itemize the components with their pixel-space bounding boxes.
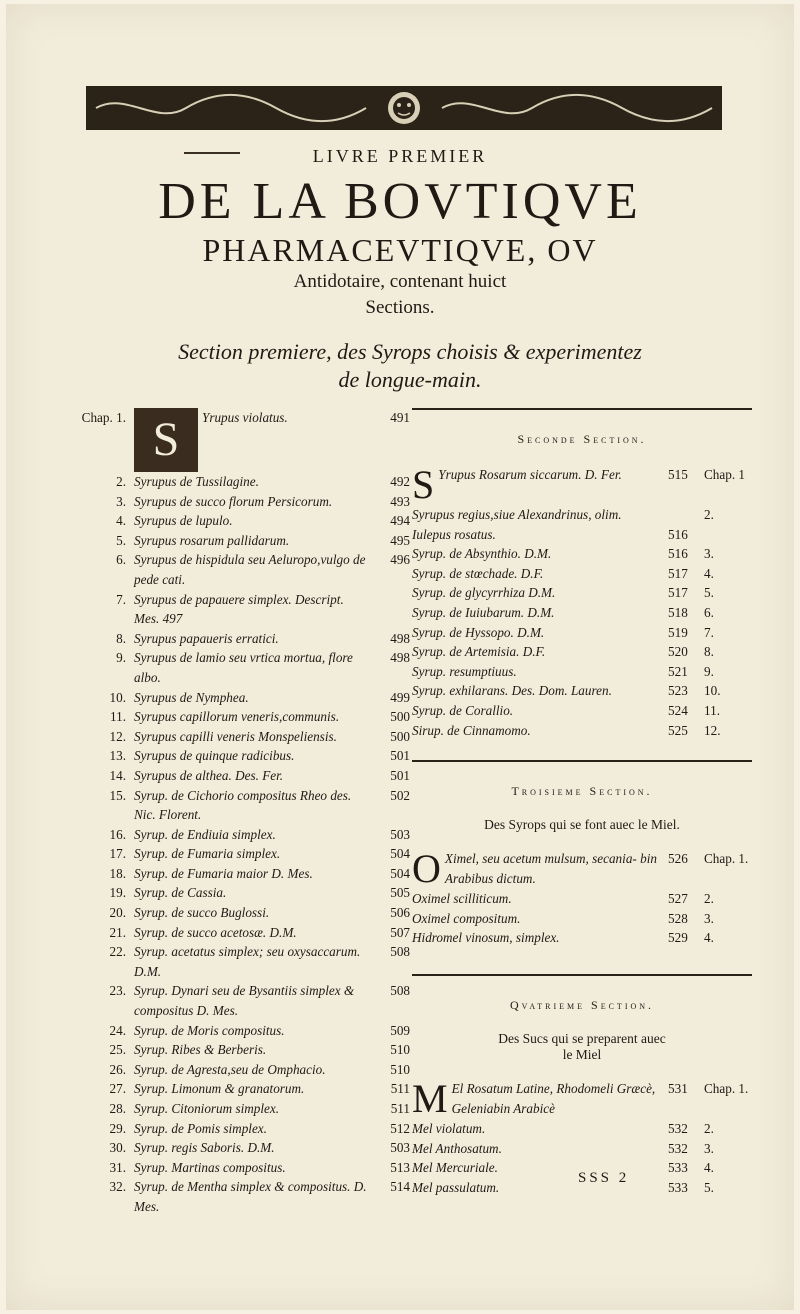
- entry-text: Syrup. de Fumaria simplex.: [134, 846, 281, 862]
- entry-text: Syrup. de Iuiubarum. D.M.: [412, 604, 555, 620]
- entry-text: Syrup. exhilarans. Des. Dom. Lauren.: [412, 683, 612, 699]
- section4-heading: Qvatrieme Section.: [509, 997, 655, 1012]
- entry-text: Sirup. de Cinnamomo.: [412, 722, 531, 738]
- entry-text: Syrup. de Endiuia simplex.: [134, 826, 276, 842]
- page-number: 508: [390, 983, 410, 999]
- chapter-number: 2.: [704, 507, 714, 522]
- entry-title: [134, 1119, 368, 1139]
- list-item: [412, 603, 752, 623]
- chapter-number: 14.: [109, 767, 126, 783]
- entry-title: [134, 1099, 368, 1119]
- entry-text: Mel violatum.: [412, 1120, 486, 1136]
- entry-title: [134, 786, 368, 825]
- page-number: 521: [668, 663, 688, 679]
- chapter-number: 24.: [109, 1022, 126, 1038]
- entry-title: [412, 889, 668, 909]
- entry-text: Syrup. Citoniorum simplex.: [134, 1101, 280, 1116]
- chapter-number: 10.: [704, 683, 721, 699]
- page-number: 501: [390, 767, 410, 783]
- entry-text: Syrup. de succo Buglossi.: [134, 905, 270, 921]
- section3-list: [412, 846, 752, 948]
- section2-list: [412, 462, 752, 740]
- chapter-number: 4.: [704, 930, 714, 946]
- entry-text: Yrupus violatus.: [202, 410, 288, 425]
- list-item: [412, 462, 752, 507]
- entry-text: Syrup. acetatus simplex; seu oxysaccarum. D.M.: [134, 944, 361, 979]
- entry-text: Syrupus de lupulo.: [134, 513, 233, 529]
- page-number: 516: [668, 526, 688, 542]
- entry-title: [134, 688, 368, 708]
- chapter-number: 3.: [704, 546, 714, 562]
- main-title-line3: Antidotaire, contenant huict: [293, 271, 507, 292]
- list-item: [70, 408, 410, 472]
- chapter-number: 27.: [109, 1081, 126, 1097]
- list-item: [70, 903, 410, 923]
- entry-title: [412, 701, 668, 721]
- entry-text: Syrup. de Cichorio compositus Rheo des. Nic. Florent.: [134, 787, 352, 823]
- section1-heading: [160, 338, 660, 394]
- entry-title: [134, 1079, 368, 1099]
- divider: [412, 408, 752, 410]
- chapter-number: 9.: [704, 663, 714, 679]
- page-number: 512: [390, 1120, 410, 1136]
- entry-title: [412, 462, 668, 507]
- page-number: 511: [390, 1081, 410, 1097]
- page-number: 493: [390, 493, 410, 509]
- chapter-number: 9.: [116, 650, 126, 666]
- entry-title: [134, 472, 368, 492]
- entry-title: [134, 766, 368, 786]
- entry-title: [134, 825, 368, 845]
- list-item: [412, 721, 752, 741]
- list-item: [412, 928, 752, 948]
- entry-title: [134, 531, 368, 551]
- entry-title: [134, 648, 368, 687]
- entry-text: Oximel scilliticum.: [412, 891, 512, 907]
- list-item: [412, 846, 752, 892]
- entry-text: Syrupus papaueris erratici.: [134, 630, 279, 646]
- page-number: 510: [390, 1042, 410, 1058]
- entry-title: [412, 505, 668, 525]
- list-item: [412, 623, 752, 643]
- list-item: [412, 681, 752, 701]
- entry-title: [412, 721, 668, 741]
- entry-title: [134, 883, 368, 903]
- chapter-number: 10.: [109, 689, 126, 705]
- chapter-number: 16.: [109, 826, 126, 842]
- entry-text: Syrup. de Mentha simplex & compositus. D. Mes.: [134, 1179, 367, 1214]
- page-number: 496: [390, 552, 410, 568]
- page-number: 498: [390, 630, 410, 646]
- chapter-number: 2.: [704, 891, 714, 907]
- main-title: DE LA BOVTIQVE: [158, 173, 642, 230]
- list-item: [412, 564, 752, 584]
- initial-capital: O: [412, 846, 441, 892]
- entry-text: Syrup. de Pomis simplex.: [134, 1120, 267, 1136]
- page-number: 513: [390, 1159, 410, 1175]
- list-item: [70, 531, 410, 551]
- list-item: [70, 1177, 410, 1216]
- list-item: [412, 662, 752, 682]
- chapter-number: Chap. 1.: [81, 410, 126, 425]
- page-number: 516: [668, 546, 688, 562]
- entry-text: Syrupus capilli veneris Monspeliensis.: [134, 728, 337, 744]
- page-number: 492: [390, 474, 410, 489]
- entry-title: [412, 1139, 668, 1159]
- list-item: [70, 1040, 410, 1060]
- entry-text: Syrup. de Corallio.: [412, 702, 514, 718]
- entry-title: [412, 1119, 668, 1139]
- entry-title: [134, 727, 368, 747]
- entry-title: [412, 642, 668, 662]
- chapter-number: 4.: [704, 565, 714, 581]
- page-number: 495: [390, 532, 410, 548]
- list-item: [412, 909, 752, 929]
- page-number: 494: [390, 513, 410, 529]
- entry-title: [134, 1040, 368, 1060]
- page-number: 511: [390, 1101, 410, 1116]
- initial-capital: M: [412, 1075, 448, 1121]
- entry-text: Syrup. de Moris compositus.: [134, 1022, 285, 1038]
- chapter-number: 5.: [116, 532, 126, 548]
- entry-text: Syrupus de quinque radicibus.: [134, 748, 295, 764]
- entry-text: Yrupus Rosarum siccarum. D. Fer.: [438, 467, 622, 482]
- signature-mark: SSS 2: [578, 1170, 630, 1186]
- entry-title: [134, 629, 368, 649]
- chapter-number: 3.: [116, 493, 126, 509]
- entry-title: [134, 844, 368, 864]
- list-item: [70, 707, 410, 727]
- page-number: 517: [668, 585, 688, 601]
- entry-text: Syrup. de Absynthio. D.M.: [412, 546, 552, 562]
- page-number: 524: [668, 702, 688, 718]
- page-number: 507: [390, 924, 410, 940]
- list-item: [412, 701, 752, 721]
- chapter-number: 19.: [109, 885, 126, 901]
- entry-text: Syrupus de lamio seu vrtica mortua, flore albo.: [134, 650, 353, 685]
- chapter-number: 22.: [109, 944, 126, 960]
- drop-cap: S: [134, 408, 198, 472]
- page-number: 491: [390, 410, 410, 425]
- chapter-number: 26.: [109, 1061, 126, 1077]
- chapter-number: Chap. 1.: [704, 851, 749, 867]
- entry-title: [134, 1060, 368, 1080]
- entry-text: El Rosatum Latine, Rhodomeli Græcè, Geleniabin Arabicè: [451, 1080, 656, 1116]
- list-item: [70, 1099, 410, 1119]
- entry-title: [134, 903, 368, 923]
- list-item: [70, 942, 410, 981]
- list-item: [412, 544, 752, 564]
- headpiece-ornament: [86, 86, 722, 130]
- page-number: 508: [390, 944, 410, 960]
- entry-title: [412, 1178, 668, 1198]
- page-number: 500: [390, 728, 410, 744]
- entry-title: [412, 623, 668, 643]
- chapter-number: 29.: [109, 1120, 126, 1136]
- list-item: [412, 1139, 752, 1159]
- chapter-number: 7.: [116, 591, 126, 607]
- entry-text: Iulepus rosatus.: [412, 526, 496, 542]
- entry-title: [412, 928, 668, 948]
- entry-title: [134, 1158, 368, 1178]
- page-number: 515: [668, 467, 688, 482]
- chapter-number: 5.: [704, 585, 714, 601]
- entry-title: [134, 1021, 368, 1041]
- chapter-number: 5.: [704, 1179, 714, 1195]
- section1-heading-line1: Section premiere, des Syrops choisis & experimentez: [178, 339, 642, 364]
- entry-text: Syrupus rosarum pallidarum.: [134, 532, 290, 548]
- page-number: 504: [390, 846, 410, 862]
- list-item: [412, 583, 752, 603]
- list-item: [412, 505, 752, 525]
- entry-title: [134, 981, 368, 1020]
- chapter-number: 11.: [110, 709, 126, 725]
- page-number: 517: [668, 565, 688, 581]
- chapter-number: 8.: [704, 644, 714, 660]
- page-number: 504: [390, 865, 410, 881]
- list-item: [70, 629, 410, 649]
- chapter-number: 21.: [109, 924, 126, 940]
- entry-text: Syrupus de hispidula seu Aeluropo,vulgo de pede cati.: [134, 552, 366, 587]
- chapter-number: 15.: [109, 787, 126, 803]
- list-item: [412, 642, 752, 662]
- entry-title: [134, 408, 368, 472]
- list-item: [412, 525, 752, 545]
- list-item: [70, 825, 410, 845]
- chapter-number: 31.: [109, 1159, 126, 1175]
- entry-title: [412, 525, 668, 545]
- section3-heading: Troisieme Section.: [511, 784, 653, 799]
- list-item: [70, 844, 410, 864]
- chapter-number: 12.: [109, 728, 126, 744]
- entry-title: [412, 1075, 668, 1121]
- chapter-number: 4.: [704, 1160, 714, 1176]
- list-item: [70, 1021, 410, 1041]
- entry-text: Syrupus de papauere simplex. Descript. Mes. 497: [134, 591, 344, 627]
- chapter-number: 12.: [704, 722, 721, 738]
- chapter-number: 25.: [109, 1042, 126, 1058]
- list-item: [70, 766, 410, 786]
- chapter-number: 7.: [704, 624, 714, 640]
- section4-subtitle: [412, 1031, 752, 1063]
- entry-text: Syrup. regis Saboris. D.M.: [134, 1140, 275, 1156]
- chapter-number: 6.: [116, 552, 126, 568]
- entry-text: Mel Anthosatum.: [412, 1140, 502, 1156]
- chapter-number: 17.: [109, 846, 126, 862]
- book-label: LIVRE PREMIER: [312, 146, 488, 166]
- entry-text: Syrup. de succo acetosæ. D.M.: [134, 924, 297, 940]
- chapter-number: 23.: [109, 983, 126, 999]
- page-number: 503: [390, 826, 410, 842]
- page-number: 527: [668, 891, 688, 907]
- entry-title: [412, 1158, 668, 1178]
- entry-text: Syrup. de Fumaria maior D. Mes.: [134, 865, 313, 881]
- chapter-number: Chap. 1: [704, 467, 746, 482]
- chapter-number: 13.: [109, 748, 126, 764]
- page-number: 505: [390, 885, 410, 901]
- page-number: [668, 505, 704, 525]
- list-item: [70, 1079, 410, 1099]
- entry-text: Syrupus de succo florum Persicorum.: [134, 493, 333, 509]
- chapter-number: 20.: [109, 905, 126, 921]
- list-item: [412, 1075, 752, 1121]
- divider: [412, 760, 752, 762]
- entry-text: Syrupus de Tussilagine.: [134, 474, 259, 489]
- page-number: 532: [668, 1120, 688, 1136]
- page-number: 506: [390, 905, 410, 921]
- entry-text: Syrupus de althea. Des. Fer.: [134, 767, 284, 783]
- list-item: [70, 472, 410, 492]
- chapter-number: 30.: [109, 1140, 126, 1156]
- list-item: [70, 688, 410, 708]
- list-item: [70, 1119, 410, 1139]
- entry-title: [412, 681, 668, 701]
- initial-capital: S: [412, 462, 435, 507]
- entry-text: Syrupus regius,siue Alexandrinus, olim.: [412, 507, 622, 522]
- list-item: [70, 786, 410, 825]
- page-number: 531: [668, 1080, 688, 1096]
- entry-title: [134, 707, 368, 727]
- list-item: [70, 1138, 410, 1158]
- page-number: 533: [668, 1179, 688, 1195]
- entry-text: Syrup. de Artemisia. D.F.: [412, 644, 546, 660]
- page-number: 503: [390, 1140, 410, 1156]
- chapter-number: 2.: [704, 1120, 714, 1136]
- chapter-number: 3.: [704, 1140, 714, 1156]
- entry-title: [412, 544, 668, 564]
- page-number: 498: [390, 650, 410, 666]
- page-number: 502: [390, 787, 410, 803]
- section1-list: [70, 408, 410, 1217]
- divider: [412, 974, 752, 976]
- list-item: [70, 727, 410, 747]
- entry-title: [412, 909, 668, 929]
- chapter-number: 6.: [704, 604, 714, 620]
- page-number: 520: [668, 644, 688, 660]
- list-item: [412, 889, 752, 909]
- section2-heading: Seconde Section.: [517, 432, 647, 446]
- page-number: 501: [390, 748, 410, 764]
- page-number: 529: [668, 930, 688, 946]
- entry-title: [134, 864, 368, 884]
- entry-text: Syrup. de stœchade. D.F.: [412, 565, 544, 581]
- entry-text: Hidromel vinosum, simplex.: [412, 930, 560, 946]
- list-item: [70, 746, 410, 766]
- page-number: 519: [668, 624, 688, 640]
- entry-text: Syrupus de Nymphea.: [134, 689, 249, 705]
- entry-text: Mel passulatum.: [412, 1179, 500, 1195]
- main-title-line2: PHARMACEVTIQVE, OV: [202, 232, 598, 268]
- section4-subtitle-line2: le Miel: [562, 1046, 602, 1062]
- entry-title: [134, 942, 368, 981]
- chapter-number: 18.: [109, 865, 126, 881]
- entry-title: [134, 1138, 368, 1158]
- chapter-number: 8.: [116, 630, 126, 646]
- list-item: [70, 883, 410, 903]
- chapter-number: 11.: [704, 702, 720, 718]
- entry-text: Syrup. Ribes & Berberis.: [134, 1042, 267, 1058]
- page-number: 532: [668, 1140, 688, 1156]
- entry-text: Mel Mercuriale.: [412, 1160, 498, 1176]
- list-item: [70, 492, 410, 512]
- entry-text: Syrup. Dynari seu de Bysantiis simplex & compositus D. Mes.: [134, 983, 355, 1019]
- entry-text: Syrup. de Cassia.: [134, 885, 227, 901]
- list-item: [70, 981, 410, 1020]
- entry-text: Syrup. resumptiuus.: [412, 663, 517, 679]
- main-title-line4: Sections.: [365, 297, 435, 318]
- page-number: 518: [668, 604, 688, 620]
- entry-text: Syrup. Limonum & granatorum.: [134, 1081, 305, 1097]
- entry-title: [412, 603, 668, 623]
- entry-title: [134, 492, 368, 512]
- page-number: 526: [668, 851, 688, 867]
- chapter-number: 32.: [109, 1179, 126, 1195]
- section4-subtitle-line1: Des Sucs qui se preparent auec: [498, 1030, 666, 1046]
- list-item: [70, 511, 410, 531]
- entry-title: [412, 564, 668, 584]
- chapter-number: 3.: [704, 910, 714, 926]
- entry-text: Syrup. de Hyssopo. D.M.: [412, 624, 545, 640]
- page-number: 533: [668, 1160, 688, 1176]
- entry-text: Ximel, seu acetum mulsum, secania- bin Arabibus dictum.: [444, 851, 657, 886]
- page-number: 525: [668, 722, 688, 738]
- list-item: [70, 648, 410, 687]
- chapter-number: 2.: [116, 474, 126, 489]
- list-item: [70, 550, 410, 589]
- right-column: [412, 408, 752, 1197]
- entry-title: [134, 1177, 368, 1216]
- page-number: 523: [668, 683, 688, 699]
- entry-title: [412, 662, 668, 682]
- entry-title: [412, 583, 668, 603]
- chapter-number: 4.: [116, 513, 126, 529]
- entry-text: Oximel compositum.: [412, 910, 521, 926]
- entry-title: [134, 511, 368, 531]
- page-number: 528: [668, 910, 688, 926]
- entry-title: [134, 746, 368, 766]
- list-item: [412, 1119, 752, 1139]
- entry-title: [134, 550, 368, 589]
- entry-title: [134, 923, 368, 943]
- page-number: 509: [390, 1022, 410, 1038]
- list-item: [70, 1060, 410, 1080]
- list-item: [70, 590, 410, 629]
- chapter-number: 28.: [109, 1101, 126, 1116]
- page-number: 499: [390, 689, 410, 705]
- list-item: [70, 923, 410, 943]
- list-item: [70, 1158, 410, 1178]
- chapter-number: Chap. 1.: [704, 1080, 749, 1096]
- entry-text: Syrup. Martinas compositus.: [134, 1159, 286, 1175]
- entry-text: Syrup. de Agresta,seu de Omphacio.: [134, 1061, 326, 1077]
- page-number: 514: [390, 1179, 410, 1195]
- page-number: 500: [390, 709, 410, 725]
- chapter-number: [704, 525, 752, 545]
- entry-text: Syrupus capillorum veneris,communis.: [134, 709, 340, 725]
- entry-title: [134, 590, 368, 629]
- page-number: 510: [390, 1061, 410, 1077]
- list-item: [70, 864, 410, 884]
- entry-title: [412, 846, 668, 892]
- entry-text: Syrup. de glycyrrhiza D.M.: [412, 585, 556, 601]
- section1-heading-line2: de longue-main.: [338, 367, 482, 392]
- section3-subtitle: Des Syrops qui se font auec le Miel.: [484, 817, 680, 833]
